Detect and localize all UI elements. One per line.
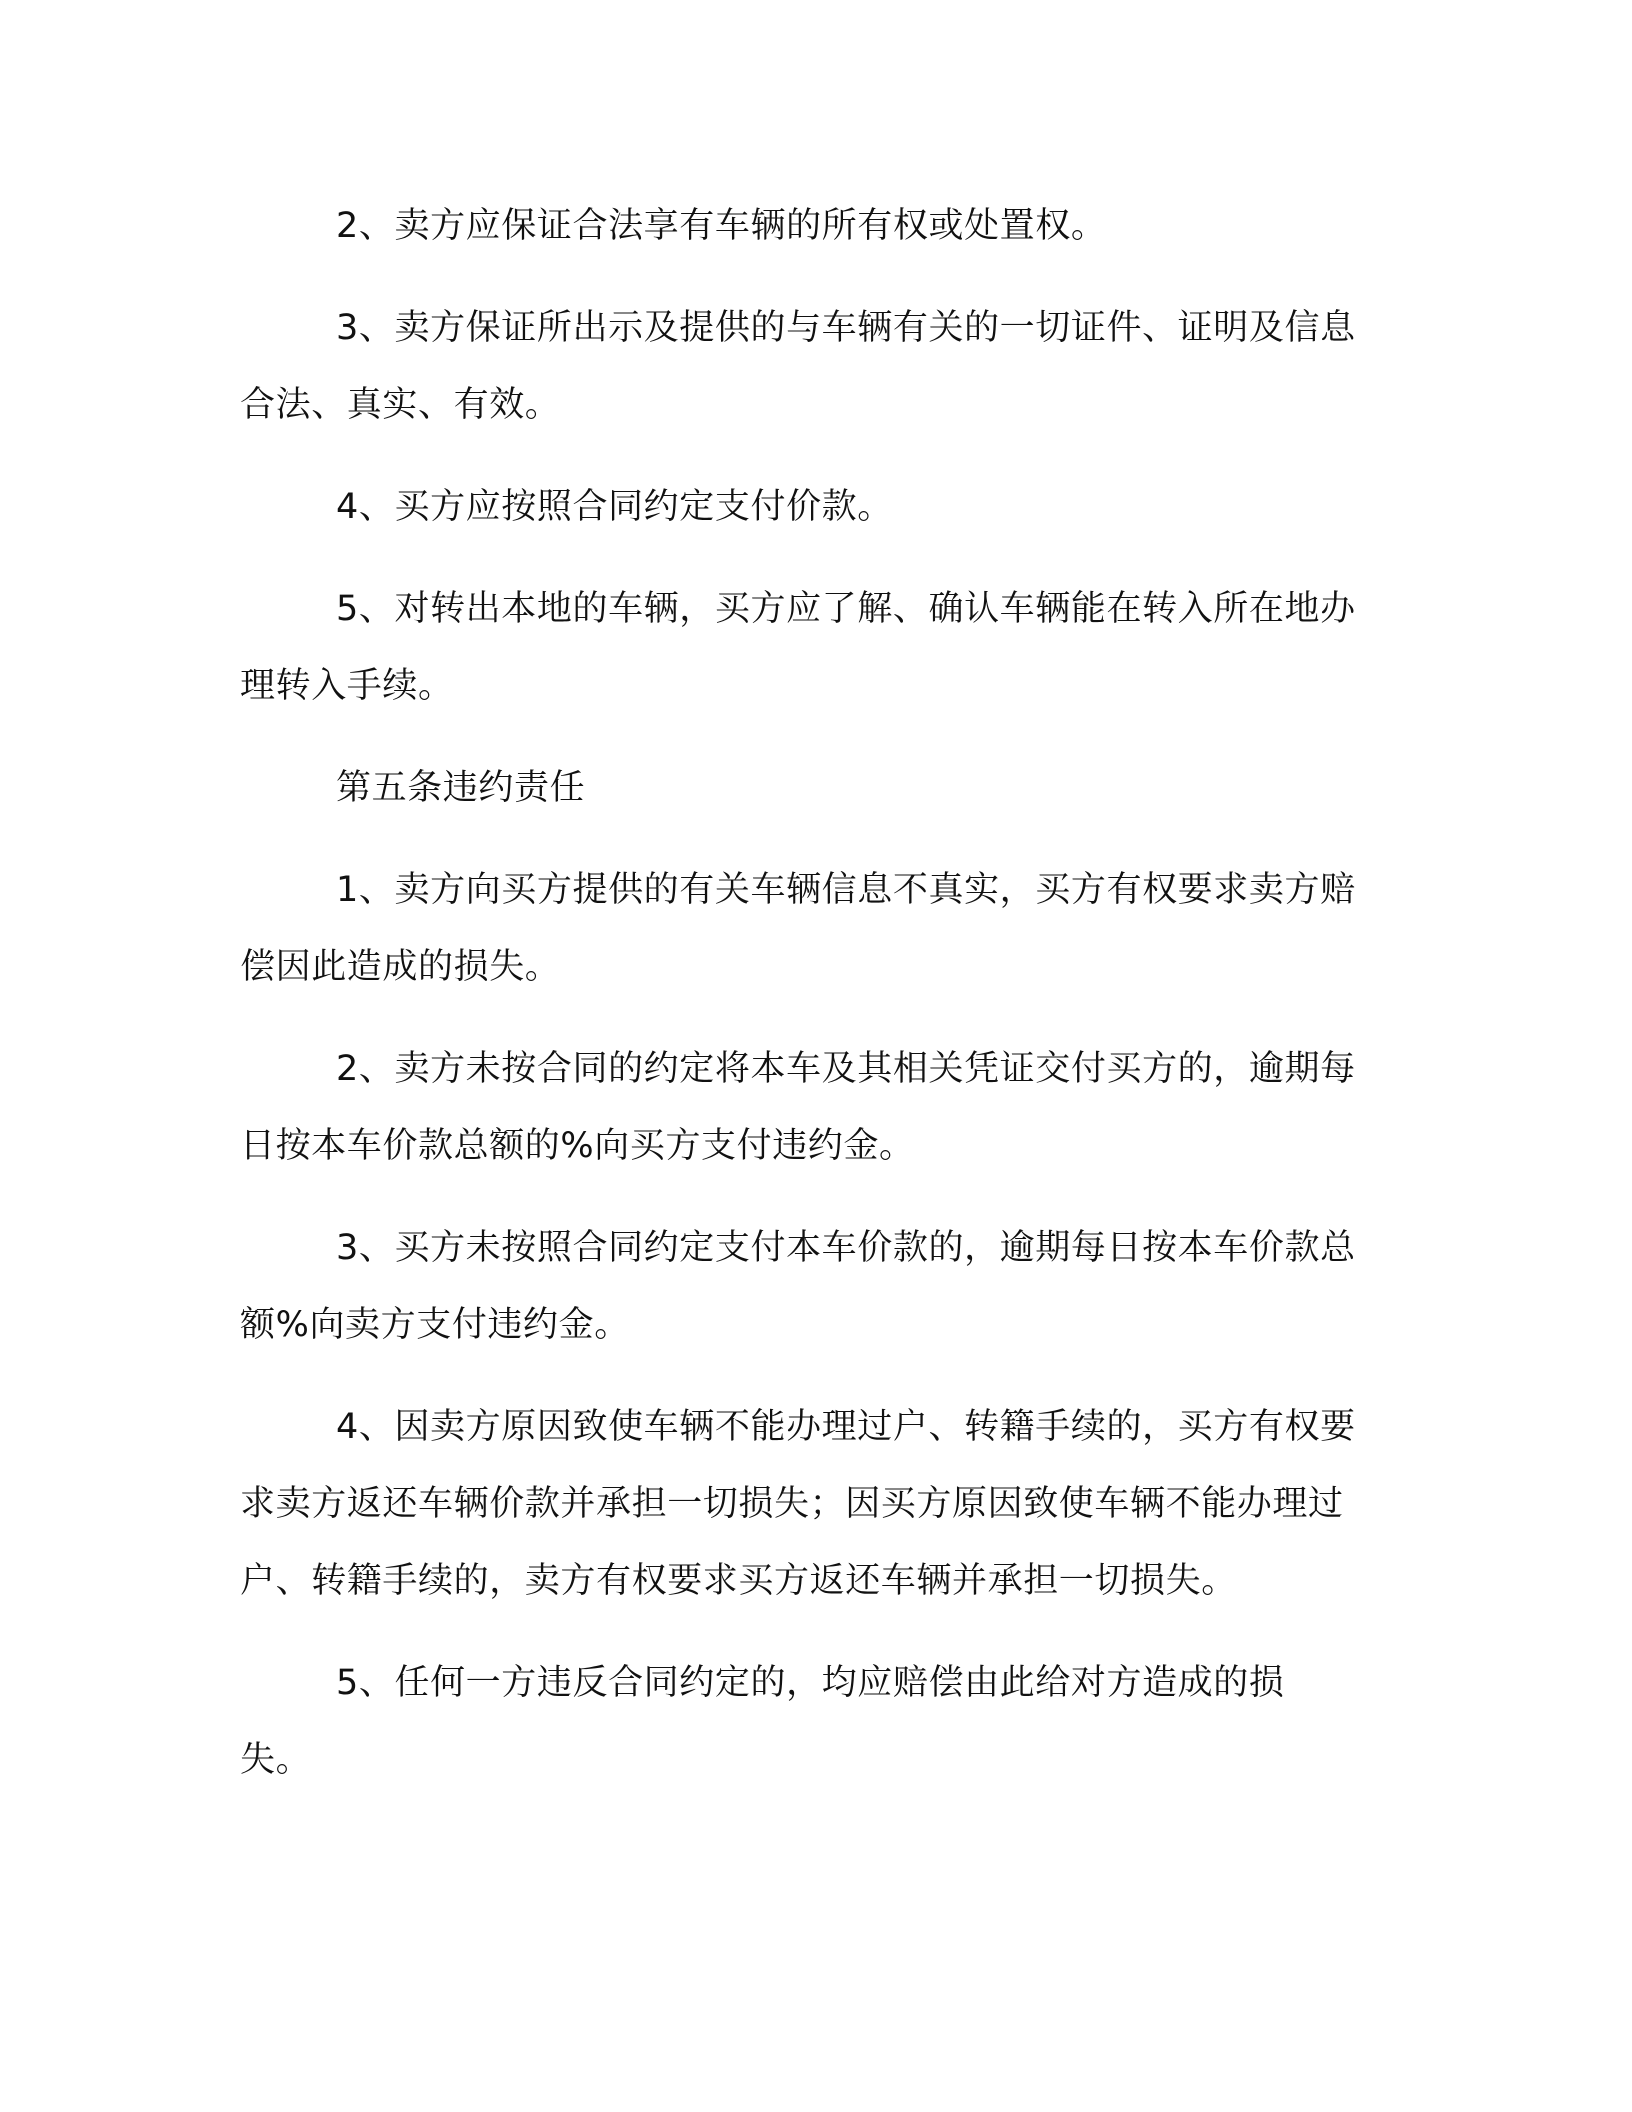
section-heading: 第五条违约责任 <box>336 768 586 808</box>
clause-paragraph: 4、买方应按照合同约定支付价款。 <box>336 487 893 527</box>
clause-paragraph: 2、卖方应保证合法享有车辆的所有权或处置权。 <box>336 206 1107 246</box>
clause-paragraph: 2、卖方未按合同的约定将本车及其相关凭证交付买方的，逾期每日按本车价款总额的%向买方支付违约金。 <box>240 1049 1356 1166</box>
clause-paragraph: 3、买方未按照合同约定支付本车价款的，逾期每日按本车价款总额%向卖方支付违约金。 <box>240 1228 1356 1345</box>
document-body <box>240 188 1360 1824</box>
clause-paragraph: 5、任何一方违反合同约定的，均应赔偿由此给对方造成的损失。 <box>240 1663 1285 1780</box>
clause-paragraph: 3、卖方保证所出示及提供的与车辆有关的一切证件、证明及信息合法、真实、有效。 <box>240 308 1356 425</box>
clause-paragraph: 4、因卖方原因致使车辆不能办理过户、转籍手续的，买方有权要求卖方返还车辆价款并承担一切损失；因买方原因致使车辆不能办理过户、转籍手续的，卖方有权要求买方返还车辆并承担一切损失。 <box>240 1407 1356 1601</box>
clause-paragraph: 1、卖方向买方提供的有关车辆信息不真实，买方有权要求卖方赔偿因此造成的损失。 <box>240 870 1356 987</box>
clause-paragraph: 5、对转出本地的车辆，买方应了解、确认车辆能在转入所在地办理转入手续。 <box>240 589 1356 706</box>
